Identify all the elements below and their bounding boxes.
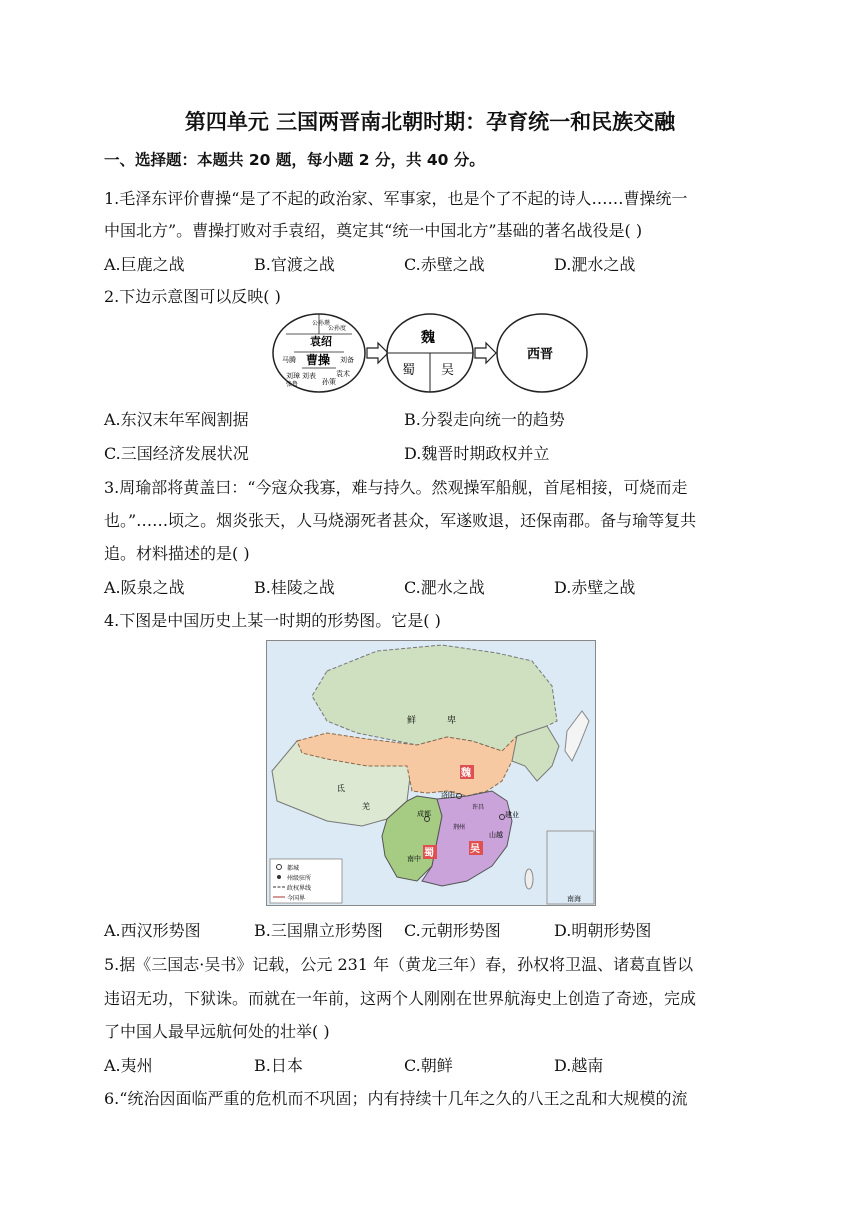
map-label-shu: 蜀 (424, 848, 434, 859)
q6-line-1: 6.“统治因面临严重的危机而不巩固；内有持续十几年之久的八王之乱和大规模的流 (104, 1089, 688, 1108)
q4-option-c: C.元朝形势图 (404, 921, 501, 940)
label-liubiao: 刘表 (302, 372, 316, 380)
section-heading: 一、选择题：本题共 20 题，每小题 2 分，共 40 分。 (104, 151, 485, 169)
q1-option-a: A.巨鹿之战 (104, 255, 185, 274)
label-wu: 吴 (441, 363, 455, 378)
q4-line-1: 4.下图是中国历史上某一时期的形势图。它是( ) (104, 611, 441, 630)
map-label-xuchang: 许昌 (472, 804, 485, 811)
label-caocao: 曹操 (306, 353, 331, 367)
legend-national: 今国界 (287, 895, 306, 902)
map-label-nanzhong: 南中 (407, 855, 421, 863)
map-label-qiang: 羌 (362, 802, 370, 811)
warlord-diagram (272, 312, 590, 394)
q1-option-c: C.赤壁之战 (404, 255, 485, 274)
q3-option-b: B.桂陵之战 (254, 578, 335, 597)
label-zhanglu: 张鲁 (286, 381, 299, 388)
page-title: 第四单元 三国两晋南北朝时期：孕育统一和民族交融 (184, 110, 676, 134)
q5-option-c: C.朝鲜 (404, 1056, 453, 1075)
label-liuzhang: 刘璋 (286, 372, 300, 380)
map-label-xian: 鲜 (407, 716, 417, 726)
q3-line-3: 追。材料描述的是( ) (104, 544, 250, 563)
q3-line-2: 也。”……顷之。烟炎张天，人马烧溺死者甚众，军遂败退，还保南郡。备与瑜等复共 (104, 511, 697, 530)
q2-line-1: 2.下边示意图可以反映( ) (104, 287, 281, 306)
q4-option-b: B.三国鼎立形势图 (254, 921, 383, 940)
three-kingdoms-map (266, 640, 596, 906)
label-mateng: 马腾 (282, 356, 296, 364)
map-label-luoyang: 洛阳 (441, 791, 455, 799)
q2-option-d: D.魏晋时期政权并立 (404, 444, 550, 463)
q5-option-a: A.夷州 (104, 1056, 153, 1075)
map-label-di: 氐 (337, 784, 345, 793)
q5-line-2: 违诏无功，下狱诛。而就在一年前，这两个人刚刚在世界航海史上创造了奇迹，完成 (104, 989, 697, 1008)
q4-option-a: A.西汉形势图 (104, 921, 201, 940)
label-yuanshu: 袁术 (336, 370, 350, 378)
map-label-jingzhou: 荆州 (453, 824, 466, 831)
map-label-wei: 魏 (461, 768, 471, 779)
inset-label: 南海 (567, 895, 581, 903)
q5-option-b: B.日本 (254, 1056, 303, 1075)
label-shu: 蜀 (402, 363, 416, 378)
map-label-wu: 吴 (470, 844, 480, 855)
q5-line-3: 了中国人最早远航何处的壮举( ) (104, 1022, 330, 1041)
q4-option-d: D.明朝形势图 (554, 921, 652, 940)
q1-line-2: 中国北方”。曹操打败对手袁绍，奠定其“统一中国北方”基础的著名战役是( ) (104, 221, 643, 240)
q1-line-1: 1.毛泽东评价曹操“是了不起的政治家、军事家，也是个了不起的诗人……曹操统一 (104, 189, 688, 208)
label-gongsundu: 公孙度 (328, 325, 347, 332)
label-gongsunzan: 公孙瓒 (312, 320, 331, 327)
map-label-bei: 卑 (447, 716, 457, 726)
q1-option-b: B.官渡之战 (254, 255, 335, 274)
legend-prefecture: 州级驻所 (287, 875, 312, 882)
legend-capital: 都城 (287, 865, 300, 872)
label-yuanshao: 袁绍 (310, 335, 332, 348)
q2-option-c: C.三国经济发展状况 (104, 444, 249, 463)
label-sunce: 孙策 (322, 378, 336, 386)
map-label-chengdu: 成都 (417, 810, 431, 818)
q3-line-1: 3.周瑜部将黄盖曰：“今寇众我寡，难与持久。然观操军船舰，首尾相接，可烧而走 (104, 478, 688, 497)
arrow-icon-2 (475, 343, 496, 363)
map-label-jianye: 建业 (505, 811, 519, 819)
arrow-icon-1 (367, 343, 388, 363)
q3-option-d: D.赤壁之战 (554, 578, 636, 597)
q3-option-a: A.阪泉之战 (104, 578, 185, 597)
q5-line-1: 5.据《三国志·吴书》记载，公元 231 年（黄龙三年）春，孙权将卫温、诸葛直皆以 (104, 955, 694, 974)
q1-option-d: D.淝水之战 (554, 255, 636, 274)
q2-option-b: B.分裂走向统一的趋势 (404, 410, 565, 429)
map-label-shanyue: 山越 (489, 831, 503, 839)
label-xijin: 西晋 (527, 347, 554, 362)
legend-border: 政权界线 (287, 885, 312, 892)
q5-option-d: D.越南 (554, 1056, 604, 1075)
label-wei: 魏 (421, 330, 435, 346)
q3-option-c: C.淝水之战 (404, 578, 485, 597)
label-liubei: 刘备 (340, 356, 354, 364)
q2-option-a: A.东汉末年军阀割据 (104, 410, 249, 429)
